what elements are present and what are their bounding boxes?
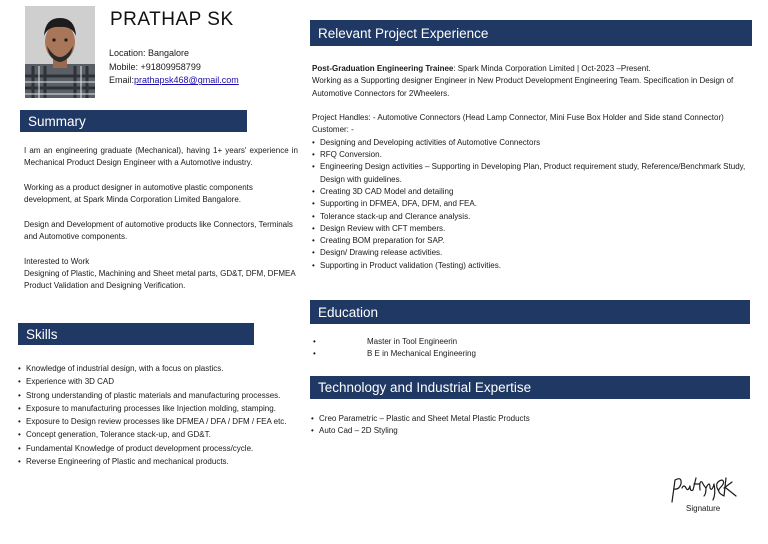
location: Location: Bangalore <box>109 48 190 58</box>
summary-section <box>24 145 298 293</box>
experience-role-line <box>312 63 757 75</box>
contact-block <box>109 47 239 88</box>
list-item: • Auto Cad – 2D Styling <box>311 425 741 437</box>
experience-section <box>312 63 757 272</box>
summary-interest-title: Interested to Work <box>24 256 90 266</box>
list-item: • Experience with 3D CAD <box>18 375 310 388</box>
list-item: • Creating 3D CAD Model and detailing <box>312 186 757 198</box>
skills-section <box>18 362 310 468</box>
signature-label: Signature <box>686 504 721 513</box>
summary-paragraph: Working as a product designer in automotive plastic components development, at Spark Minda Corporation Limited Bangalore. <box>24 182 253 205</box>
list-item: • Design Review with CFT members. <box>312 223 757 235</box>
profile-photo <box>25 6 95 98</box>
list-item: • B E in Mechanical Engineering <box>313 349 476 359</box>
list-item: • Exposure to manufacturing processes like Injection molding, stamping. <box>18 402 310 415</box>
experience-description: Working as a Supporting designer Engineer in New Product Development Engineering Team. Specification in Design of Automotive Connectors for 2Wheelers. <box>312 76 734 98</box>
summary-paragraph: Design and Development of automotive products like Connectors, Terminals and Automotive components. <box>24 219 293 242</box>
experience-heading: Relevant Project Experience <box>310 20 752 46</box>
list-item: • Supporting in Product validation (Testing) activities. <box>312 260 757 272</box>
experience-company: : Spark Minda Corporation Limited | Oct-2023 –Present. <box>453 64 651 73</box>
project-handles: Project Handles: - Automotive Connectors (Head Lamp Connector, Mini Fuse Box Holder and Side stand Connector) <box>312 113 724 123</box>
email-line <box>109 74 239 88</box>
list-item: • Master in Tool Engineerin <box>313 337 458 346</box>
skills-heading: Skills <box>18 323 254 345</box>
list-item: • Engineering Design activities – Supporting in Developing Plan, Product requirement study, Reference/Benchmark Study, Design with guidelines. <box>312 161 757 186</box>
email-label: Email: <box>109 75 135 86</box>
summary-heading: Summary <box>20 110 247 132</box>
candidate-name: PRATHAP SK <box>110 9 234 30</box>
summary-paragraph: Designing of Plastic, Machining and Sheet metal parts, GD&T, DFM, DFMEA Product Validation and Designing Verification. <box>24 268 296 291</box>
email-link[interactable]: prathapsk468@gmail.com <box>134 75 239 86</box>
education-section <box>313 336 743 361</box>
experience-role: Post-Graduation Engineering Trainee <box>312 64 454 73</box>
list-item: • Design/ Drawing release activities. <box>312 247 757 259</box>
list-item: • Knowledge of industrial design, with a focus on plastics. <box>18 362 310 375</box>
list-item: • Creo Parametric – Plastic and Sheet Metal Plastic Products <box>311 413 741 425</box>
customer-label: Customer: - <box>312 125 354 135</box>
summary-paragraph: I am an engineering graduate (Mechanical), having 1+ years' experience in Mechanical Product Design Engineer with a Automotive industry. <box>24 146 298 168</box>
list-item: • Strong understanding of plastic materials and manufacturing processes. <box>18 389 310 402</box>
list-item: • RFQ Conversion. <box>312 149 757 161</box>
list-item: • Designing and Developing activities of Automotive Connectors <box>312 137 757 149</box>
list-item: • Concept generation, Tolerance stack-up, and GD&T. <box>18 428 310 441</box>
list-item: • Reverse Engineering of Plastic and mechanical products. <box>18 455 310 468</box>
technology-heading: Technology and Industrial Expertise <box>310 376 750 399</box>
list-item: • Fundamental Knowledge of product development process/cycle. <box>18 442 310 455</box>
signature-image <box>666 472 744 506</box>
list-item: • Exposure to Design review processes like DFMEA / DFA / DFM / FEA etc. <box>18 415 310 428</box>
education-heading: Education <box>310 300 750 324</box>
list-item: • Tolerance stack-up and Clerance analysis. <box>312 211 757 223</box>
mobile: Mobile: +91809958799 <box>109 61 201 72</box>
list-item: • Supporting in DFMEA, DFA, DFM, and FEA. <box>312 198 757 210</box>
technology-section <box>311 413 741 438</box>
list-item: • Creating BOM preparation for SAP. <box>312 235 757 247</box>
